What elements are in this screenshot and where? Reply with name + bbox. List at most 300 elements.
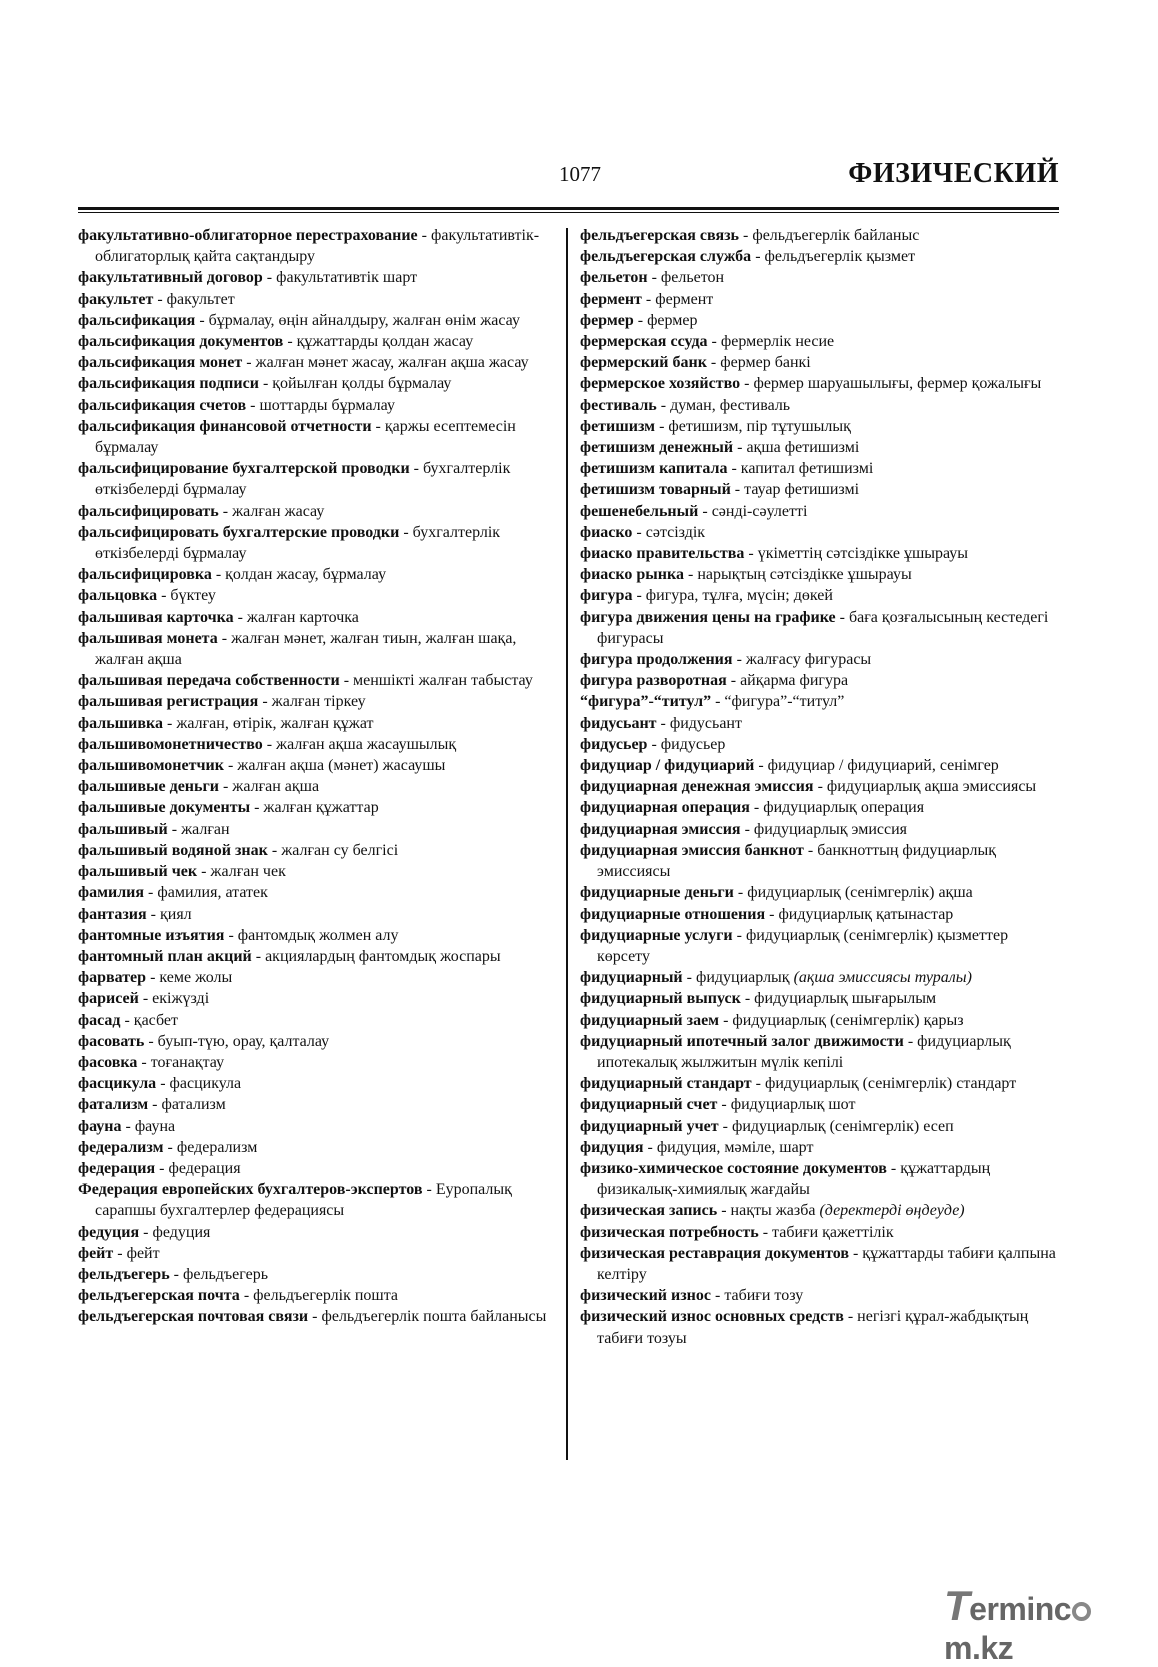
entry-term: фауна xyxy=(78,1117,122,1135)
entry-separator: - xyxy=(656,714,670,732)
entry-term: факультет xyxy=(78,290,154,308)
entry-definition: екіжүзді xyxy=(152,990,210,1008)
entry-note: (ақша эмиссиясы туралы) xyxy=(793,969,972,987)
entry-term: федерализм xyxy=(78,1138,164,1156)
dictionary-entry xyxy=(580,904,1058,925)
entry-term: фальсифицировать бухгалтерские проводки xyxy=(78,523,400,541)
entry-separator: - xyxy=(727,460,741,478)
entry-term: фальсификация xyxy=(78,311,196,329)
entry-separator: - xyxy=(138,990,153,1008)
entry-term: фермерское хозяйство xyxy=(580,375,741,393)
entry-term: фальсифицирование бухгалтерской проводки xyxy=(78,460,410,478)
entry-definition: фельдъегерлік қызмет xyxy=(764,248,916,266)
entry-term: фальшивая монета xyxy=(78,629,218,647)
entry-term: фидусьант xyxy=(580,714,657,732)
entry-definition: жалған су белгісі xyxy=(281,841,399,859)
dictionary-entry xyxy=(78,670,550,691)
column-divider xyxy=(566,228,568,1460)
dictionary-entry xyxy=(78,967,550,988)
entry-separator: - xyxy=(656,396,671,414)
entry-separator: - xyxy=(195,311,209,329)
dictionary-entry xyxy=(580,585,1058,606)
entry-separator: - xyxy=(163,714,177,732)
entry-term: фермерская ссуда xyxy=(580,333,708,351)
entry-definition: фидусьер xyxy=(660,735,726,753)
dictionary-entry xyxy=(580,522,1058,543)
dictionary-entry xyxy=(78,522,550,564)
entry-separator: - xyxy=(267,841,282,859)
entry-term: фидуциарный счет xyxy=(580,1096,718,1114)
entry-term: фарисей xyxy=(78,990,139,1008)
dictionary-entry xyxy=(580,755,1058,776)
entry-definition: баға қозғалысының кестедегі фигурасы xyxy=(597,608,1049,647)
entry-term: фидуциарные услуги xyxy=(580,926,733,944)
dictionary-entry xyxy=(580,1222,1058,1243)
entry-definition: акциялардың фантомдық жоспары xyxy=(265,947,501,965)
dictionary-entry xyxy=(78,310,550,331)
entry-definition: нарықтың сәтсіздікке ұшырауы xyxy=(697,566,912,584)
entry-term: фетишизм денежный xyxy=(580,439,734,457)
dictionary-entry xyxy=(78,1137,550,1158)
entry-separator: - xyxy=(647,735,661,753)
entry-definition: жалған мәнет, жалған тиын, жалған шақа, жалған ақша xyxy=(95,629,517,669)
dictionary-entry xyxy=(78,882,550,903)
entry-term: фальцовка xyxy=(78,587,158,605)
entry-separator: - xyxy=(217,629,232,647)
entry-separator: - xyxy=(417,227,431,244)
entry-definition: фидуциарлық ипотекалық жылжитын мүлік кепілі xyxy=(597,1032,1011,1071)
entry-definition: фидуциарлық xyxy=(695,969,794,987)
entry-definition: жалған мәнет жасау, жалған ақша жасау xyxy=(255,354,529,372)
dictionary-entry xyxy=(580,1137,1058,1158)
entry-separator: - xyxy=(155,1159,169,1177)
entry-term: фешенебельный xyxy=(580,502,699,520)
entry-term: фасад xyxy=(78,1011,121,1029)
entry-separator: - xyxy=(758,1223,773,1241)
dictionary-entry xyxy=(580,1243,1058,1285)
entry-separator: - xyxy=(886,1159,901,1177)
entry-definition: қасбет xyxy=(133,1011,178,1029)
entry-separator: - xyxy=(698,502,712,520)
entry-term: фиаско xyxy=(580,523,633,541)
entry-term: фатализм xyxy=(78,1096,149,1114)
entry-term: фарватер xyxy=(78,969,147,987)
entry-definition: фидуциарлық шот xyxy=(730,1096,856,1114)
entry-separator: - xyxy=(643,1138,657,1156)
logo-text-mid: erminc xyxy=(969,1591,1072,1627)
entry-term: федуция xyxy=(78,1223,140,1241)
dictionary-entry xyxy=(580,289,1058,310)
entry-definition: фидуциарлық (сенімгерлік) қызметтер көрсету xyxy=(597,926,1009,965)
dictionary-entry xyxy=(78,819,550,840)
dictionary-entry xyxy=(580,225,1058,246)
entry-definition: жалған жасау xyxy=(232,502,325,520)
entry-term: фальшивый xyxy=(78,820,168,838)
entry-separator: - xyxy=(633,311,648,329)
entry-definition: фигура, тұлға, мүсін; дөкей xyxy=(645,587,833,605)
entry-term: фасовка xyxy=(78,1053,138,1071)
entry-separator: - xyxy=(732,651,746,669)
entry-definition: капитал фетишизмі xyxy=(740,460,874,478)
dictionary-entry xyxy=(580,395,1058,416)
entry-separator: - xyxy=(223,757,238,775)
dictionary-entry xyxy=(580,670,1058,691)
entry-term: фельдъегерская почтовая связи xyxy=(78,1308,309,1326)
entry-separator: - xyxy=(718,1117,732,1135)
entry-separator: - xyxy=(163,1138,177,1156)
page-number: 1077 xyxy=(559,162,601,186)
dictionary-entry xyxy=(78,1010,550,1031)
entry-term: фальсификация финансовой отчетности xyxy=(78,417,372,435)
dictionary-entry xyxy=(78,416,550,458)
entry-definition: “фигура”-“титул” xyxy=(724,693,845,711)
entry-separator: - xyxy=(239,1287,254,1305)
entry-separator: - xyxy=(409,460,423,478)
entry-term: фальшивая карточка xyxy=(78,608,234,626)
dictionary-entry xyxy=(580,819,1058,840)
dictionary-entry xyxy=(580,988,1058,1009)
dictionary-entry xyxy=(78,691,550,712)
entry-definition: үкіметтің сәтсіздікке ұшырауы xyxy=(757,545,969,563)
dictionary-entry xyxy=(78,861,550,882)
entry-term: фейт xyxy=(78,1244,114,1262)
entry-separator: - xyxy=(740,820,754,838)
entry-term: фальшивка xyxy=(78,714,163,732)
entry-term: фидуциарная денежная эмиссия xyxy=(580,778,814,796)
entry-term: фидуциарный ипотечный залог движимости xyxy=(580,1032,904,1050)
logo-text-end: m.kz xyxy=(944,1630,1014,1666)
entry-term: фельдъегерская служба xyxy=(580,248,752,266)
dictionary-entry xyxy=(580,713,1058,734)
entry-definition: фермент xyxy=(655,290,714,308)
entry-separator: - xyxy=(113,1244,127,1262)
entry-term: фетишизм xyxy=(580,417,656,435)
entry-term: федерация xyxy=(78,1159,156,1177)
entry-separator: - xyxy=(740,375,754,393)
entry-separator: - xyxy=(144,884,158,902)
entry-term: фальшивая регистрация xyxy=(78,693,259,711)
entry-definition: бухгалтерлік өткізбелерді бұрмалау xyxy=(95,523,501,563)
entry-definition: фантомдық жолмен алу xyxy=(237,926,399,944)
entry-definition: фельетон xyxy=(660,269,725,287)
entry-definition: думан, фестиваль xyxy=(670,396,791,414)
dictionary-entry xyxy=(580,458,1058,479)
entry-separator: - xyxy=(218,778,233,796)
entry-separator: - xyxy=(719,1011,733,1029)
dictionary-entry xyxy=(580,331,1058,352)
entry-definition: фермер банкі xyxy=(720,354,811,372)
entry-term: фидуциар / фидуциарий xyxy=(580,757,755,775)
entry-definition: табиғи тозу xyxy=(724,1287,804,1305)
entry-term: фигура продолжения xyxy=(580,651,733,669)
dictionary-entry xyxy=(78,289,550,310)
entry-separator: - xyxy=(641,290,656,308)
entry-separator: - xyxy=(835,608,849,626)
entry-term: факультативно-облигаторное перестрахование xyxy=(78,227,418,244)
dictionary-entry xyxy=(580,776,1058,797)
left-column xyxy=(78,225,550,1328)
entry-term: фальшивый чек xyxy=(78,863,198,881)
entry-separator: - xyxy=(740,990,755,1008)
entry-separator: - xyxy=(632,523,646,541)
entry-definition: Еуропалық сарапшы бухгалтерлер федерациясы xyxy=(95,1181,512,1220)
dictionary-entry xyxy=(78,1094,550,1115)
entry-term: фальшивая передача собственности xyxy=(78,672,340,690)
entry-term: фантазия xyxy=(78,905,147,923)
entry-definition: фасцикула xyxy=(169,1075,242,1093)
entry-separator: - xyxy=(632,587,646,605)
entry-separator: - xyxy=(262,269,277,287)
entry-definition: федерализм xyxy=(176,1138,258,1156)
entry-term: фальсифицировать xyxy=(78,502,219,520)
entry-term: фасцикула xyxy=(78,1075,157,1093)
entry-definition: табиғи қажеттілік xyxy=(772,1223,894,1241)
entry-separator: - xyxy=(146,905,160,923)
entry-definition: фидуциарлық (сенімгерлік) есеп xyxy=(731,1117,954,1135)
entry-separator: - xyxy=(258,693,272,711)
entry-term: фигура xyxy=(580,587,633,605)
entry-definition: бүктеу xyxy=(170,587,216,605)
entry-separator: - xyxy=(169,1265,183,1283)
dictionary-entry xyxy=(78,776,550,797)
dictionary-entry xyxy=(78,225,550,267)
entry-term: фидуциарный стандарт xyxy=(580,1075,752,1093)
entry-definition: факультативтік-облигаторлық қайта сақтандыру xyxy=(95,227,540,266)
entry-term: фермерский банк xyxy=(580,354,707,372)
entry-separator: - xyxy=(120,1011,134,1029)
dictionary-entry xyxy=(580,882,1058,903)
entry-separator: - xyxy=(683,566,698,584)
dictionary-entry xyxy=(78,564,550,585)
entry-separator: - xyxy=(251,947,266,965)
dictionary-entry xyxy=(78,925,550,946)
entry-separator: - xyxy=(707,333,721,351)
entry-separator: - xyxy=(339,672,354,690)
logo-t-letter: T xyxy=(944,1582,970,1629)
entry-separator: - xyxy=(246,396,260,414)
dictionary-entry xyxy=(78,1179,550,1221)
entry-separator: - xyxy=(233,608,247,626)
entry-term: фальсификация счетов xyxy=(78,396,247,414)
dictionary-entry xyxy=(580,691,1058,712)
dictionary-entry xyxy=(580,1116,1058,1137)
entry-separator: - xyxy=(717,1202,731,1220)
entry-definition: тауар фетишизмі xyxy=(744,481,860,499)
entry-definition: фидуциарлық шығарылым xyxy=(754,990,937,1008)
entry-definition: буып-түю, орау, қалталау xyxy=(157,1032,330,1050)
dictionary-entry xyxy=(580,310,1058,331)
entry-separator: - xyxy=(765,905,779,923)
entry-term: фиаско правительства xyxy=(580,545,745,563)
dictionary-entry xyxy=(580,607,1058,649)
entry-separator: - xyxy=(371,417,385,435)
dictionary-entry xyxy=(580,1285,1058,1306)
entry-definition: фидуциарлық операция xyxy=(763,799,925,817)
termincom-logo xyxy=(944,1582,1158,1666)
entry-term: фидуциарный xyxy=(580,969,683,987)
entry-term: фидуциарная эмиссия xyxy=(580,820,741,838)
entry-term: фальшивомонетничество xyxy=(78,735,263,753)
entry-note: (деректерді өңдеуде) xyxy=(819,1202,965,1220)
entry-separator: - xyxy=(647,269,661,287)
entry-separator: - xyxy=(242,354,256,372)
entry-term: фальшивый водяной знак xyxy=(78,841,268,859)
entry-definition: фидуциарлық (сенімгерлік) стандарт xyxy=(765,1075,1017,1093)
dictionary-entry xyxy=(580,734,1058,755)
entry-definition: банкноттың фидуциарлық эмиссиясы xyxy=(597,841,997,881)
entry-separator: - xyxy=(121,1117,135,1135)
entry-separator: - xyxy=(732,926,746,944)
dictionary-entry xyxy=(78,734,550,755)
dictionary-entry xyxy=(78,797,550,818)
entry-term: фальшивомонетчик xyxy=(78,757,224,775)
dictionary-entry xyxy=(580,967,1058,988)
entry-term: фиаско рынка xyxy=(580,566,684,584)
entry-definition: айқарма фигура xyxy=(740,672,849,690)
dictionary-entry xyxy=(78,988,550,1009)
entry-definition: фетишизм, пір тұтушылық xyxy=(668,417,851,435)
entry-term: Федерация европейских бухгалтеров-экспертов xyxy=(78,1181,423,1199)
entry-separator: - xyxy=(733,439,747,457)
dictionary-entry xyxy=(78,1243,550,1264)
dictionary-entry xyxy=(580,1200,1058,1221)
dictionary-entry xyxy=(580,564,1058,585)
entry-definition: қойылған қолды бұрмалау xyxy=(272,375,452,393)
entry-separator: - xyxy=(250,799,264,817)
dictionary-entry xyxy=(78,1073,550,1094)
entry-definition: фельдъегерь xyxy=(182,1265,268,1283)
dictionary-entry xyxy=(78,352,550,373)
entry-definition: фельдъегерлік байланыс xyxy=(752,227,920,244)
dictionary-entry xyxy=(580,246,1058,267)
entry-definition: фидуциарлық қатынастар xyxy=(778,905,954,923)
entry-definition: жалған xyxy=(181,820,230,838)
entry-term: физическая реставрация документов xyxy=(580,1244,849,1262)
dictionary-entry xyxy=(580,1306,1058,1348)
entry-definition: фамилия, ататек xyxy=(157,884,268,902)
right-column xyxy=(580,225,1058,1349)
entry-definition: фидуциарлық ақша эмиссиясы xyxy=(826,778,1037,796)
entry-separator: - xyxy=(903,1032,918,1050)
entry-definition: фельдъегерлік пошта байланысы xyxy=(321,1308,547,1326)
entry-separator: - xyxy=(144,1032,158,1050)
entry-term: фальшивые деньги xyxy=(78,778,219,796)
entry-definition: жалған, өтірік, жалған құжат xyxy=(176,714,374,732)
entry-separator: - xyxy=(224,926,238,944)
entry-definition: шоттарды бұрмалау xyxy=(259,396,395,414)
dictionary-entry xyxy=(78,1031,550,1052)
entry-definition: фейт xyxy=(126,1244,160,1262)
entry-separator: - xyxy=(197,863,211,881)
dictionary-entry xyxy=(580,352,1058,373)
entry-term: фамилия xyxy=(78,884,145,902)
entry-definition: жалғасу фигурасы xyxy=(745,651,872,669)
entry-definition: жалған құжаттар xyxy=(263,799,379,817)
dictionary-entry xyxy=(78,1285,550,1306)
entry-definition: фермер xyxy=(647,311,698,329)
entry-definition: кеме жолы xyxy=(159,969,233,987)
entry-separator: - xyxy=(211,566,226,584)
dictionary-entry xyxy=(78,946,550,967)
entry-term: фальшивые документы xyxy=(78,799,251,817)
entry-term: физическая запись xyxy=(580,1202,718,1220)
entry-separator: - xyxy=(167,820,182,838)
entry-definition: фидуция, мәміле, шарт xyxy=(656,1138,814,1156)
entry-term: фальсифицировка xyxy=(78,566,212,584)
entry-term: фантомный план акций xyxy=(78,947,252,965)
entry-separator: - xyxy=(754,757,768,775)
entry-definition: фидуциарлық (сенімгерлік) ақша xyxy=(747,884,973,902)
dictionary-entry xyxy=(78,1052,550,1073)
entry-separator: - xyxy=(717,1096,731,1114)
entry-term: фидуциарные деньги xyxy=(580,884,734,902)
header-rule-thin xyxy=(78,212,1059,213)
entry-term: фельдъегерская почта xyxy=(78,1287,240,1305)
dictionary-entry xyxy=(580,416,1058,437)
entry-separator: - xyxy=(422,1181,436,1199)
entry-term: фидуциарный учет xyxy=(580,1117,719,1135)
logo-ring-icon xyxy=(1072,1602,1091,1621)
entry-definition: фермерлік несие xyxy=(720,333,835,351)
entry-separator: - xyxy=(137,1053,151,1071)
entry-definition: құжаттардың физикалық-химиялық жағдайы xyxy=(597,1159,991,1199)
entry-definition: жалған карточка xyxy=(246,608,359,626)
dictionary-entry xyxy=(78,1264,550,1285)
entry-definition: негізгі құрал-жабдықтың табиғи тозуы xyxy=(597,1308,1029,1347)
entry-term: фидуциарный выпуск xyxy=(580,990,741,1008)
dictionary-entry xyxy=(580,543,1058,564)
entry-term: фальсификация подписи xyxy=(78,375,259,393)
dictionary-entry xyxy=(78,395,550,416)
entry-separator: - xyxy=(803,841,818,859)
entry-definition: жалған чек xyxy=(210,863,286,881)
entry-term: фетишизм товарный xyxy=(580,481,731,499)
entry-separator: - xyxy=(682,969,696,987)
dictionary-entry xyxy=(580,649,1058,670)
entry-separator: - xyxy=(139,1223,153,1241)
entry-separator: - xyxy=(751,1075,765,1093)
entry-term: фельдъегерь xyxy=(78,1265,170,1283)
entry-definition: меншікті жалған табыстау xyxy=(353,672,533,690)
entry-separator: - xyxy=(655,417,669,435)
entry-definition: фидуциарлық (сенімгерлік) қарыз xyxy=(732,1011,964,1029)
entry-definition: федуция xyxy=(152,1223,211,1241)
entry-definition: жалған ақша xyxy=(232,778,320,796)
dictionary-entry xyxy=(78,1116,550,1137)
entry-term: фантомные изъятия xyxy=(78,926,225,944)
dictionary-entry xyxy=(580,373,1058,394)
dictionary-entry xyxy=(580,437,1058,458)
entry-separator: - xyxy=(710,1287,725,1305)
entry-term: фетишизм капитала xyxy=(580,460,728,478)
entry-separator: - xyxy=(156,1075,170,1093)
entry-term: фидуциарная эмиссия банкнот xyxy=(580,841,804,859)
entry-separator: - xyxy=(283,333,297,351)
entry-term: физический износ основных средств xyxy=(580,1308,844,1326)
entry-separator: - xyxy=(739,227,753,244)
entry-term: фальсификация монет xyxy=(78,354,243,372)
entry-separator: - xyxy=(843,1308,858,1326)
entry-separator: - xyxy=(751,248,765,266)
dictionary-entry xyxy=(580,1010,1058,1031)
entry-term: фельетон xyxy=(580,269,648,287)
entry-definition: фермер шаруашылығы, фермер қожалығы xyxy=(753,375,1042,393)
entry-separator: - xyxy=(744,545,758,563)
entry-definition: факультет xyxy=(166,290,235,308)
entry-term: фальсификация документов xyxy=(78,333,284,351)
dictionary-entry xyxy=(580,925,1058,967)
dictionary-entry xyxy=(580,797,1058,818)
